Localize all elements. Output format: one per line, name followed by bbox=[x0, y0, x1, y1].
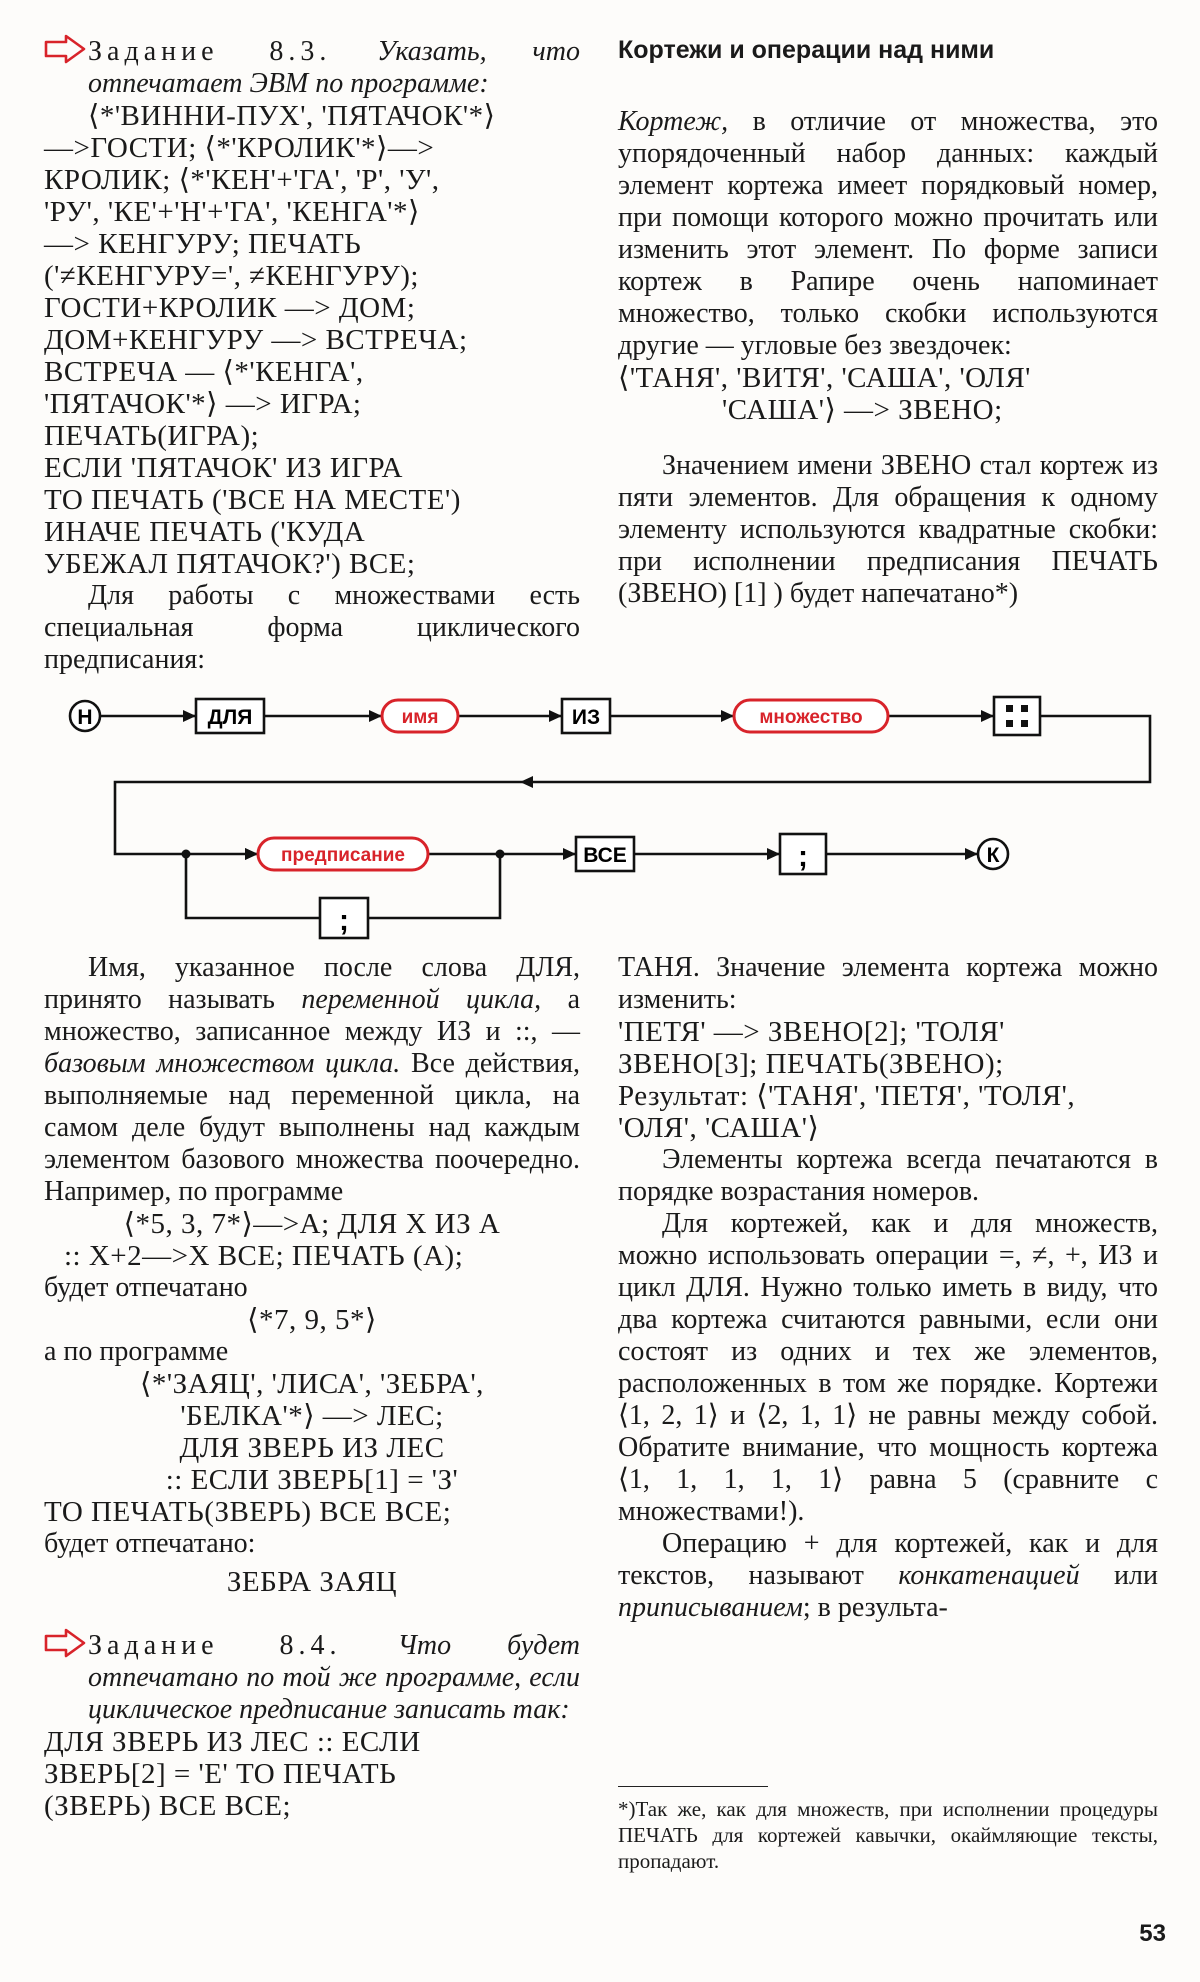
code-line: ГОСТИ+КРОЛИК —> ДОМ; bbox=[44, 292, 416, 324]
left-column-top bbox=[44, 34, 580, 676]
task-8-3-title: Указать, что отпечатает ЭВМ по программе: bbox=[88, 36, 580, 99]
left-column-bottom bbox=[44, 952, 580, 1822]
name-node-label: имя bbox=[401, 707, 439, 728]
syntax-diagram bbox=[0, 684, 1200, 954]
code-line: ⟨'ТАНЯ', 'ВИТЯ', 'САША', 'ОЛЯ' bbox=[618, 362, 1031, 394]
task-8-3-label: Задание 8.3. bbox=[88, 36, 332, 67]
text-line: а по программе bbox=[44, 1336, 229, 1367]
task-arrow-icon bbox=[44, 34, 88, 66]
code-line: ТО ПЕЧАТЬ(ЗВЕРЬ) ВСЕ ВСЕ; bbox=[44, 1496, 452, 1528]
paragraph-operations: Для кортежей, как и для множеств, можно использовать операции =, ≠, +, ИЗ и цикл ДЛЯ. Нужно только иметь в виду, что два кортежа считаются равными, если они состоят из одних и тех же элементов, расположенных в том же порядке. Кортежи ⟨1, 2, 1⟩ и ⟨2, 1, 1⟩ не равны между собой. Обратите внимание, что мощность кортежа ⟨1, 1, 1, 1, 1⟩ равна 5 (сравните с множествами!). bbox=[618, 1208, 1158, 1527]
code-line: —> КЕНГУРУ; ПЕЧАТЬ bbox=[44, 228, 362, 260]
colons-box bbox=[994, 697, 1040, 735]
code-line: ('≠КЕНГУРУ=', ≠КЕНГУРУ); bbox=[44, 260, 419, 292]
code-line: УБЕЖАЛ ПЯТАЧОК?') ВСЕ; bbox=[44, 548, 416, 580]
task-arrow-icon bbox=[44, 1628, 88, 1660]
task-8-4-label: Задание 8.4. bbox=[88, 1630, 342, 1661]
paragraph-loop-intro: Для работы с множествами есть специальная форма циклического предписания: bbox=[44, 580, 580, 675]
instruction-node-label: предписание bbox=[281, 845, 405, 866]
paragraph-print-order: Элементы кортежа всегда печатаются в порядке возрастания номеров. bbox=[618, 1144, 1158, 1207]
paragraph-change-element: ТАНЯ. Значение элемента кортежа можно изменить: bbox=[618, 952, 1158, 1015]
code-line: ⟨*'ЗАЯЦ', 'ЛИСА', 'ЗЕБРА', bbox=[140, 1368, 484, 1400]
paragraph-loop-variable bbox=[44, 952, 580, 1208]
page-number: 53 bbox=[1139, 1920, 1166, 1947]
result-line: ⟨*7, 9, 5*⟩ bbox=[247, 1304, 377, 1336]
code-line: 'ПЕТЯ' —> ЗВЕНО[2]; 'ТОЛЯ' bbox=[618, 1016, 1005, 1048]
text-span: Имя, указанное после слова ДЛЯ, принято называть bbox=[44, 952, 580, 1015]
set-node-label: множество bbox=[759, 707, 863, 728]
code-line: (ЗВЕРЬ) ВСЕ ВСЕ; bbox=[44, 1790, 292, 1822]
right-column-top bbox=[618, 34, 1158, 610]
code-line: ЗВЕНО[3]; ПЕЧАТЬ(ЗВЕНО); bbox=[618, 1048, 1004, 1080]
code-line: 'САША'⟩ —> ЗВЕНО; bbox=[722, 394, 1003, 426]
text-span: или bbox=[1114, 1560, 1158, 1591]
term-tuple: Кортеж, bbox=[618, 106, 729, 137]
code-line: 'РУ', 'КЕ'+'Н'+'ГА', 'КЕНГА'*⟩ bbox=[44, 196, 420, 228]
code-line: :: ЕСЛИ ЗВЕРЬ[1] = 'З' bbox=[165, 1464, 459, 1496]
text-line: будет отпечатано bbox=[44, 1272, 248, 1303]
code-line: ТО ПЕЧАТЬ ('ВСЕ НА МЕСТЕ') bbox=[44, 484, 461, 516]
code-line: 'БЕЛКА'*⟩ —> ЛЕС; bbox=[180, 1400, 444, 1432]
code-line: :: Х+2—>Х ВСЕ; ПЕЧАТЬ (А); bbox=[64, 1240, 464, 1272]
task-8-4-title: Что будет отпечатано по той же программе, если циклическое предписание записать так: bbox=[88, 1630, 581, 1725]
term-loop-variable: переменной цикла, bbox=[301, 984, 542, 1015]
code-line: ИНАЧЕ ПЕЧАТЬ ('КУДА bbox=[44, 516, 366, 548]
code-line: ЕСЛИ 'ПЯТАЧОК' ИЗ ИГРА bbox=[44, 452, 403, 484]
code-line: ПЕЧАТЬ(ИГРА); bbox=[44, 420, 260, 452]
result-line: ЗЕБРА ЗАЯЦ bbox=[226, 1566, 398, 1598]
code-line: 'ПЯТАЧОК'*⟩ —> ИГРА; bbox=[44, 388, 362, 420]
keyword-all-label: ВСЕ bbox=[583, 844, 627, 867]
code-line: ДОМ+КЕНГУРУ —> ВСТРЕЧА; bbox=[44, 324, 468, 356]
code-line: ⟨*5, 3, 7*⟩—>А; ДЛЯ Х ИЗ А bbox=[123, 1208, 501, 1240]
text-span: Все действия, выполняемые над переменной цикла, на самом деле будут выполнены над каждым элементом базового множества поочередно. Например, по программе bbox=[44, 1048, 581, 1207]
loop-semicolon-label: ; bbox=[339, 904, 349, 937]
code-line: ⟨*'ВИННИ-ПУХ', 'ПЯТАЧОК'*⟩ bbox=[88, 100, 496, 132]
code-line: Результат: ⟨'ТАНЯ', 'ПЕТЯ', 'ТОЛЯ', bbox=[618, 1080, 1076, 1112]
keyword-for-label: ДЛЯ bbox=[207, 706, 253, 729]
code-line: ДЛЯ ЗВЕРЬ ИЗ ЛЕС bbox=[179, 1432, 445, 1464]
text-span: ; в результа- bbox=[802, 1592, 948, 1623]
footnote-divider bbox=[618, 1786, 768, 1787]
term-base-set: базовым множеством цикла. bbox=[44, 1048, 401, 1079]
text-line: будет отпечатано: bbox=[44, 1528, 256, 1559]
text-span: а множество, записанное между ИЗ и ::, — bbox=[44, 984, 580, 1047]
paragraph-tuple-definition bbox=[618, 106, 1158, 362]
start-node-label: Н bbox=[77, 706, 93, 729]
code-line: ВСТРЕЧА — ⟨*'КЕНГА', bbox=[44, 356, 364, 388]
code-line: КРОЛИК; ⟨*'КЕН'+'ГА', 'Р', 'У', bbox=[44, 164, 440, 196]
task-8-3 bbox=[44, 34, 580, 100]
footnote: *)Так же, как для множеств, при исполнении процедуры ПЕЧАТЬ для кортежей кавычки, окаймляющие тексты, пропадают. bbox=[618, 1797, 1158, 1873]
paragraph-text: в отличие от множества, это упорядоченный набор данных: каждый элемент кортежа имеет порядковый номер, при помощи которого можно прочитать или изменить этот элемент. По форме записи кортеж в Рапире очень напоминает множество, только скобки используются другие — угловые без звездочек: bbox=[618, 106, 1158, 361]
section-heading: Кортежи и операции над ними bbox=[618, 36, 995, 64]
task-8-3-code bbox=[44, 100, 580, 580]
paragraph-zveno: Значением имени ЗВЕНО стал кортеж из пяти элементов. Для обращения к одному элементу используются квадратные скобки: при исполнении предписания ПЕЧАТЬ (ЗВЕНО) [1] ) будет напечатано*) bbox=[618, 450, 1158, 609]
term-appending: приписыванием bbox=[618, 1592, 803, 1623]
text-span: Операцию + для кортежей, как и для текстов, называют bbox=[618, 1528, 1158, 1591]
code-line: ДЛЯ ЗВЕРЬ ИЗ ЛЕС :: ЕСЛИ bbox=[44, 1726, 421, 1758]
term-concatenation: конкатенацией bbox=[898, 1560, 1080, 1591]
semicolon-label: ; bbox=[798, 840, 808, 873]
code-line: 'ОЛЯ', 'САША'⟩ bbox=[618, 1112, 820, 1144]
right-column-bottom bbox=[618, 952, 1158, 1624]
task-8-4 bbox=[44, 1628, 580, 1726]
code-line: ЗВЕРЬ[2] = 'Е' ТО ПЕЧАТЬ bbox=[44, 1758, 397, 1790]
paragraph-concatenation bbox=[618, 1528, 1158, 1624]
end-node-label: К bbox=[986, 844, 1000, 867]
keyword-from-label: ИЗ bbox=[571, 706, 601, 729]
code-line: —>ГОСТИ; ⟨*'КРОЛИК'*⟩—> bbox=[44, 132, 435, 164]
